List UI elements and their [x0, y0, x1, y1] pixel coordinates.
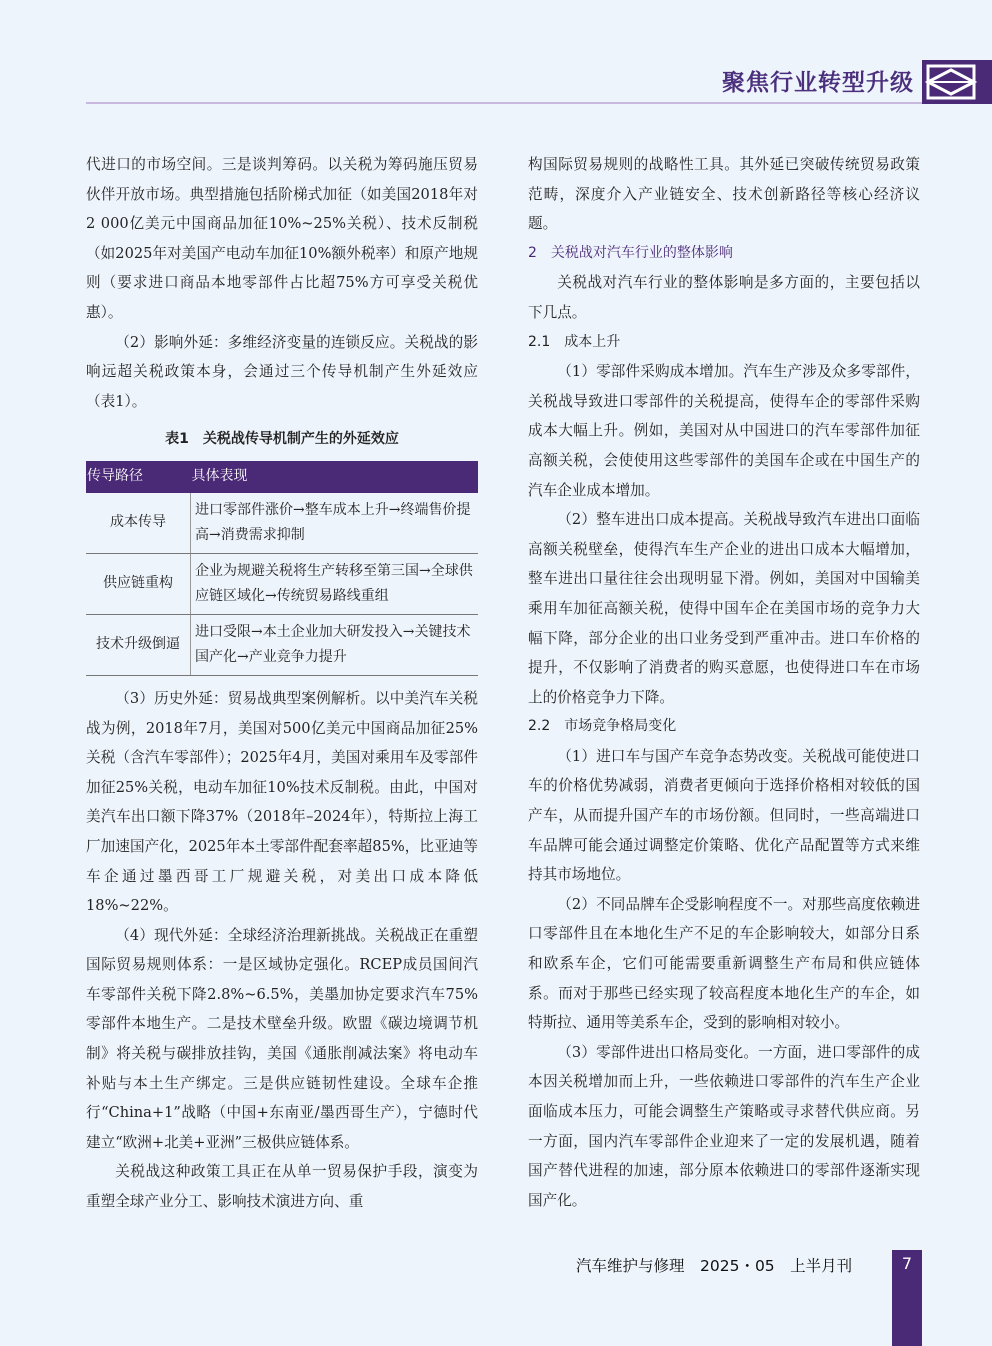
subsection-heading: 2.1 成本上升	[528, 333, 621, 350]
table-cell: 进口受限→本土企业加大研发投入→关键技术国产化→产业竞争力提升	[191, 614, 479, 675]
column-header: 传导路径	[86, 461, 191, 493]
right-column	[528, 150, 920, 1215]
table-caption: 表1 关税战传导机制产生的外延效应	[165, 431, 399, 448]
table-row	[86, 553, 478, 614]
table-cell: 进口零部件涨价→整车成本上升→终端售价提高→消费需求抑制	[191, 493, 479, 554]
paragraph: 构国际贸易规则的战略性工具。其外延已突破传统贸易政策范畴，深度介入产业链安全、技术创新路径等核心经济议题。	[528, 156, 920, 233]
paragraph: （3）零部件进出口格局变化。一方面，进口零部件的成本因关税增加而上升，一些依赖进口零部件的汽车生产企业面临成本压力，可能会调整生产策略或寻求替代供应商。另一方面，国内汽车零部件企业迎来了一定的发展机遇，随着国产替代进程的加速，部分原本依赖进口的零部件逐渐实现国产化。	[528, 1043, 920, 1209]
page-tab	[892, 1250, 922, 1346]
paragraph: （2）不同品牌车企受影响程度不一。对那些高度依赖进口零部件且在本地化生产不足的车企影响较大，如部分日系和欧系车企，它们可能需要重新调整生产布局和供应链体系。而对于那些已经实现了较高程度本地化生产的车企，如特斯拉、通用等美系车企，受到的影响相对较小。	[528, 895, 920, 1032]
paragraph: 代进口的市场空间。三是谈判筹码。以关税为筹码施压贸易伙伴开放市场。典型措施包括阶梯式加征（如美国2018年对2 000亿美元中国商品加征10%~25%关税）、技术反制税（如2025年对美国产电动车加征10%额外税率）和原产地规则（要求进口商品本地零部件占比超75%方可享受关税优惠）。	[86, 156, 478, 321]
paragraph: （1）进口车与国产车竞争态势改变。关税战可能使进口车的价格优势减弱，消费者更倾向于选择价格相对较低的国产车，从而提升国产车的市场份额。但同时，一些高端进口车品牌可能会通过调整定价策略、优化产品配置等方式来维持其市场地位。	[528, 747, 920, 884]
table-cell: 技术升级倒逼	[86, 614, 191, 675]
column-header: 具体表现	[191, 461, 479, 493]
section-heading: 2 关税战对汽车行业的整体影响	[528, 244, 733, 261]
paragraph: （1）零部件采购成本增加。汽车生产涉及众多零部件，关税战导致进口零部件的关税提高，使得车企的零部件采购成本大幅上升。例如，美国对从中国进口的汽车零部件加征高额关税，会使使用这些零部件的美国车企或在中国生产的汽车企业成本增加。	[528, 363, 920, 499]
effects-table	[86, 461, 478, 676]
table-cell: 企业为规避关税将生产转移至第三国→全球供应链区域化→传统贸易路线重组	[191, 553, 479, 614]
journal-footer: 汽车维护与修理 2025・05 上半月刊	[576, 1257, 853, 1275]
table-header-row	[86, 461, 478, 493]
paragraph: 关税战这种政策工具正在从单一贸易保护手段，演变为重塑全球产业分工、影响技术演进方向、重	[86, 1163, 478, 1211]
paragraph: 关税战对汽车行业的整体影响是多方面的，主要包括以下几点。	[528, 274, 920, 321]
table-cell: 成本传导	[86, 493, 191, 554]
page-number: 7	[901, 1254, 913, 1273]
left-column	[86, 150, 478, 1217]
table-cell: 供应链重构	[86, 553, 191, 614]
table-row	[86, 614, 478, 675]
header-divider	[86, 102, 922, 104]
paragraph: （2）整车进出口成本提高。关税战导致汽车进出口面临高额关税壁垒，使得汽车生产企业的进出口成本大幅增加，整车进出口量往往会出现明显下滑。例如，美国对中国输美乘用车加征高额关税，使得中国车企在美国市场的竞争力大幅下降，部分企业的出口业务受到严重冲击。进口车价格的提升，不仅影响了消费者的购买意愿，也使得进口车在市场上的价格竞争力下降。	[528, 511, 920, 706]
paragraph: （2）影响外延：多维经济变量的连锁反应。关税战的影响远超关税政策本身，会通过三个传导机制产生外延效应（表1）。	[86, 333, 478, 410]
paragraph: （3）历史外延：贸易战典型案例解析。以中美汽车关税战为例，2018年7月，美国对500亿美元中国商品加征25%关税（含汽车零部件）；2025年4月，美国对乘用车及零部件加征25%关税，电动车加征10%技术反制税。由此，中国对美汽车出口额下降37%（2018年–2024年），特斯拉上海工厂加速国产化，2025年本土零部件配套率超85%，比亚迪等车企通过墨西哥工厂规避关税，对美出口成本降低18%~22%。	[86, 689, 478, 915]
subsection-heading: 2.2 市场竞争格局变化	[528, 718, 677, 735]
journal-logo-icon	[922, 60, 992, 104]
table-row	[86, 493, 478, 554]
paragraph: （4）现代外延：全球经济治理新挑战。关税战正在重塑国际贸易规则体系：一是区域协定强化。RCEP成员国间汽车零部件关税下降2.8%~6.5%，美墨加协定要求汽车75%零部件本地生产。二是技术壁垒升级。欧盟《碳边境调节机制》将关税与碳排放挂钩，美国《通胀削减法案》将电动车补贴与本土生产绑定。三是供应链韧性建设。全球车企推行“China+1”战略（中国+东南亚/墨西哥生产），宁德时代建立“欧洲+北美+亚洲”三极供应链体系。	[86, 926, 478, 1151]
section-title: 聚焦行业转型升级	[722, 70, 914, 96]
